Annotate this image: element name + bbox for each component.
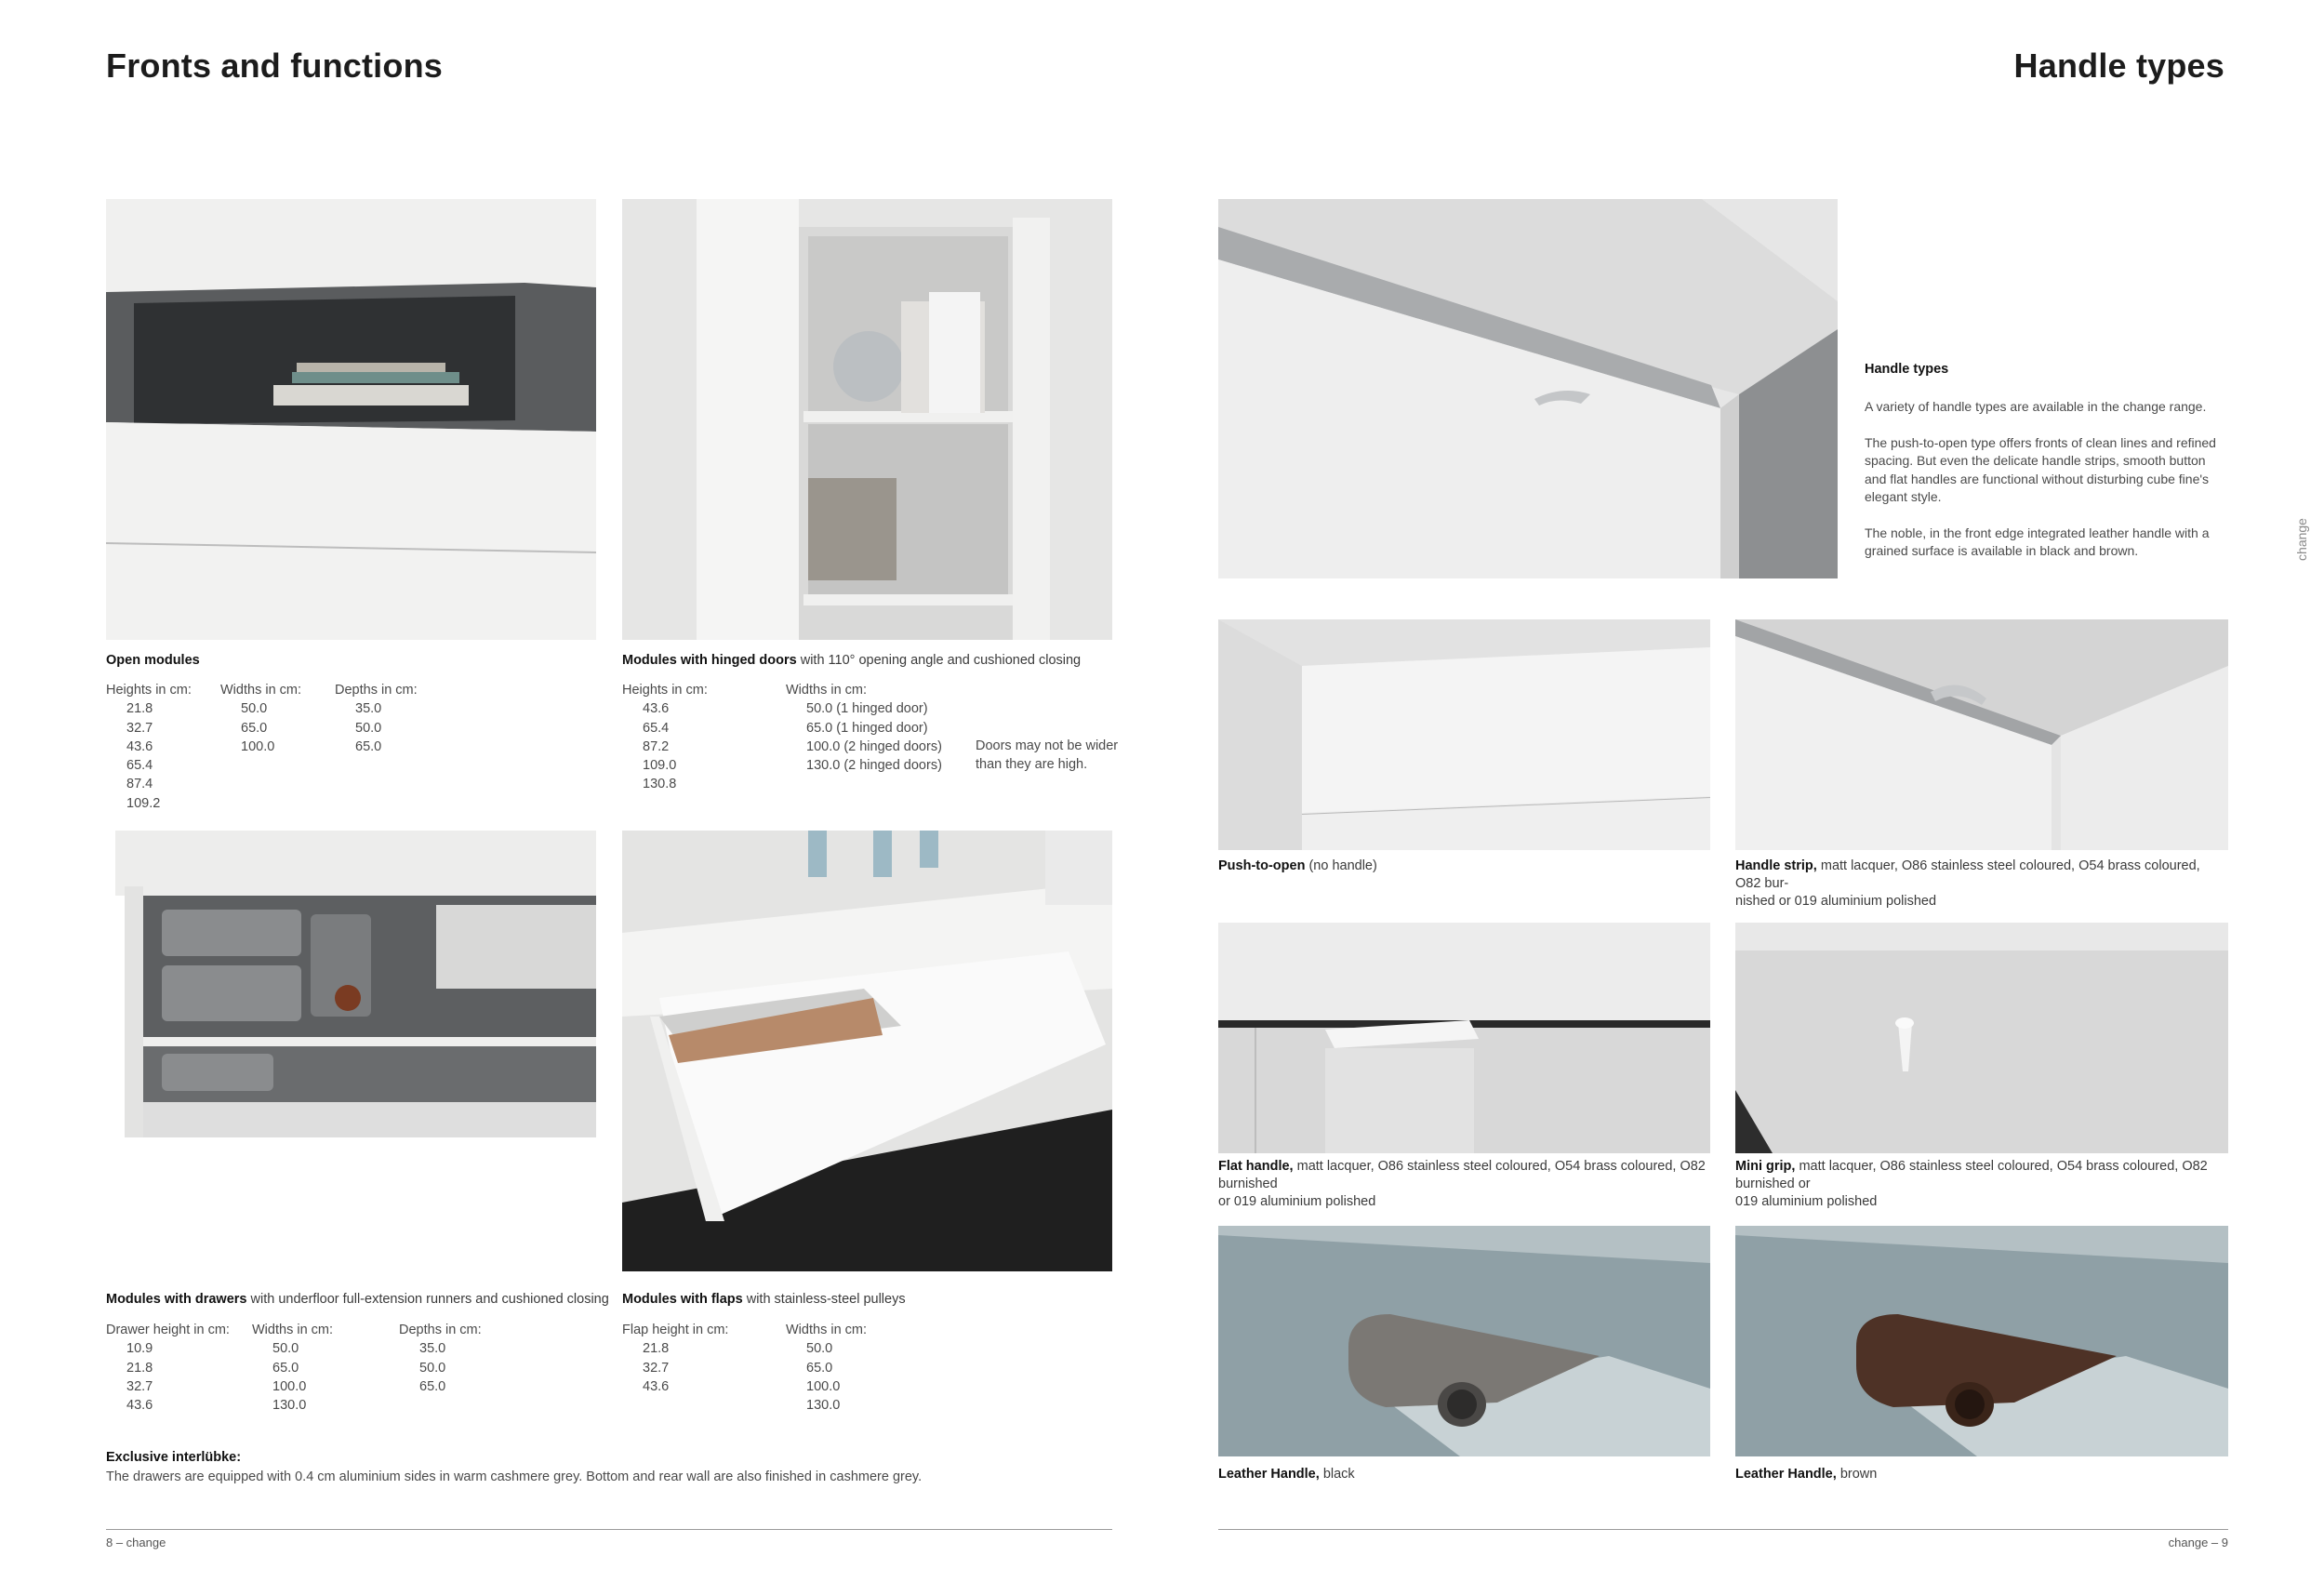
flaps-title: Modules with flaps: [622, 1292, 743, 1307]
handle-types-intro-title: [1865, 361, 1948, 379]
hinged-title: Modules with hinged doors: [622, 653, 797, 668]
intro-title-text: Handle types: [1865, 362, 1949, 377]
drawers-widths: [252, 1321, 333, 1415]
depth-value: 50.0: [355, 720, 382, 736]
caption-text: (no handle): [1308, 858, 1377, 873]
handle-strip-photo: [1735, 619, 2228, 850]
width-value: 130.0: [806, 1398, 841, 1414]
heights-label: Heights in cm:: [106, 683, 192, 698]
intro-paragraph: A variety of handle types are available in the change range.: [1865, 399, 2207, 414]
height-value: 43.6: [643, 701, 670, 717]
height-value: 87.2: [643, 738, 670, 754]
drawers-heights: [106, 1321, 230, 1415]
leather-black-caption: [1218, 1466, 1355, 1483]
widths-label: Widths in cm:: [786, 1323, 868, 1337]
caption-text: 019 aluminium polished: [1735, 1194, 1878, 1209]
flaps-subtitle: with stainless-steel pulleys: [746, 1292, 906, 1307]
height-value: 43.6: [643, 1378, 670, 1394]
caption-title: Mini grip,: [1735, 1159, 1796, 1174]
width-value: 100.0: [272, 1378, 307, 1394]
hinged-heights: [622, 681, 708, 794]
hinged-subtitle: with 110° opening angle and cushioned closing: [800, 653, 1082, 668]
width-value: 65.0: [241, 720, 268, 736]
caption-title: Handle strip,: [1735, 858, 1817, 873]
depth-value: 50.0: [419, 1360, 446, 1376]
height-value: 109.0: [643, 758, 677, 774]
width-value: 100.0: [241, 738, 275, 754]
caption-text: matt lacquer, O86 stainless steel coloured, O54 brass coloured, O82 burnished or: [1735, 1159, 2208, 1191]
hinged-widths: [786, 681, 942, 775]
caption-text: nished or 019 aluminium polished: [1735, 894, 1937, 909]
depths-label: Depths in cm:: [335, 683, 418, 698]
caption-text: matt lacquer, O86 stainless steel coloured, O54 brass coloured, O82 bur-: [1735, 858, 2200, 891]
left-page-number: 8 – change: [106, 1536, 166, 1549]
width-value: 50.0: [272, 1341, 299, 1357]
width-value: 100.0 (2 hinged doors): [806, 738, 942, 754]
intro-paragraph: The noble, in the front edge integrated leather handle with a grained surface is available in black and brown.: [1865, 525, 2210, 558]
height-value: 130.8: [643, 777, 677, 792]
flaps-widths: [786, 1321, 867, 1415]
width-value: 50.0: [241, 701, 268, 717]
heights-label: Heights in cm:: [622, 683, 708, 698]
depth-value: 35.0: [355, 701, 382, 717]
open-modules-caption: [106, 652, 200, 670]
left-footer-rule: [106, 1529, 1112, 1530]
handle-strip-caption: [1735, 858, 2228, 911]
flat-handle-photo: [1218, 923, 1710, 1153]
intro-paragraph: The push-to-open type offers fronts of clean lines and refined spacing. But even the delicate handle strips, smooth button and flat handles are functional without disturbing cube fine's elegant style.: [1865, 434, 2216, 504]
mini-grip-caption: [1735, 1158, 2238, 1211]
width-value: 50.0: [806, 1341, 833, 1357]
leather-brown-caption: [1735, 1466, 1877, 1483]
caption-title: Push-to-open: [1218, 858, 1306, 873]
drawers-title: Modules with drawers: [106, 1292, 247, 1307]
width-value: 65.0: [272, 1360, 299, 1376]
right-page-title: Handle types: [2013, 47, 2224, 85]
mini-grip-photo: [1735, 923, 2228, 1153]
side-section-label: change: [2293, 518, 2309, 561]
caption-text: black: [1322, 1467, 1355, 1482]
drawers-caption: [106, 1291, 609, 1309]
caption-text: or 019 aluminium polished: [1218, 1194, 1376, 1209]
widths-label: Widths in cm:: [786, 683, 868, 698]
caption-title: Flat handle,: [1218, 1159, 1294, 1174]
width-value: 100.0: [806, 1378, 841, 1394]
right-footer-rule: [1218, 1529, 2228, 1530]
open-modules-widths: [220, 681, 301, 756]
height-value: 21.8: [126, 701, 153, 717]
height-value: 21.8: [643, 1341, 670, 1357]
height-value: 65.4: [126, 758, 153, 774]
flaps-photo: [622, 831, 1112, 1271]
width-value: 50.0 (1 hinged door): [806, 701, 928, 717]
widths-label: Widths in cm:: [220, 683, 302, 698]
flat-handle-caption: [1218, 1158, 1720, 1211]
caption-text: brown: [1839, 1467, 1878, 1482]
push-to-open-photo: [1218, 619, 1710, 850]
flaps-caption: [622, 1291, 906, 1309]
exclusive-title-text: Exclusive interlübke:: [106, 1450, 242, 1465]
leather-handle-black-photo: [1218, 1226, 1710, 1456]
hinged-note: [976, 737, 1118, 775]
caption-title: Leather Handle,: [1218, 1467, 1320, 1482]
handle-types-intro: [1865, 398, 2229, 578]
height-value: 43.6: [126, 1398, 153, 1414]
width-value: 130.0: [272, 1398, 307, 1414]
push-to-open-caption: [1218, 858, 1710, 875]
height-value: 87.4: [126, 777, 153, 792]
drawers-depths: [399, 1321, 482, 1396]
exclusive-title: [106, 1449, 241, 1467]
hinged-caption: [622, 652, 1081, 670]
height-value: 43.6: [126, 738, 153, 754]
open-modules-depths: [335, 681, 418, 756]
depth-value: 35.0: [419, 1341, 446, 1357]
leather-handle-brown-photo: [1735, 1226, 2228, 1456]
open-modules-heights: [106, 681, 192, 813]
note-line: Doors may not be wider: [976, 738, 1119, 753]
height-value: 32.7: [126, 1378, 153, 1394]
handle-strip-hero-photo: [1218, 199, 1838, 578]
caption-title: Leather Handle,: [1735, 1467, 1837, 1482]
drawers-photo: [106, 831, 596, 1271]
height-value: 32.7: [643, 1360, 670, 1376]
caption-text: matt lacquer, O86 stainless steel coloured, O54 brass coloured, O82 burnished: [1218, 1159, 1706, 1191]
width-value: 65.0: [806, 1360, 833, 1376]
width-value: 65.0 (1 hinged door): [806, 720, 928, 736]
heights-label: Flap height in cm:: [622, 1323, 729, 1337]
heights-label: Drawer height in cm:: [106, 1323, 230, 1337]
drawers-subtitle: with underfloor full-extension runners and cushioned closing: [250, 1292, 609, 1307]
depths-label: Depths in cm:: [399, 1323, 482, 1337]
open-modules-title: Open modules: [106, 653, 200, 668]
height-value: 65.4: [643, 720, 670, 736]
flaps-heights: [622, 1321, 728, 1396]
height-value: 21.8: [126, 1360, 153, 1376]
open-modules-photo: [106, 199, 596, 640]
widths-label: Widths in cm:: [252, 1323, 334, 1337]
left-page-title: Fronts and functions: [106, 47, 443, 85]
depth-value: 65.0: [355, 738, 382, 754]
right-page-number: change – 9: [2168, 1536, 2228, 1549]
height-value: 10.9: [126, 1341, 153, 1357]
depth-value: 65.0: [419, 1378, 446, 1394]
height-value: 32.7: [126, 720, 153, 736]
height-value: 109.2: [126, 795, 161, 811]
hinged-doors-photo: [622, 199, 1112, 640]
exclusive-text: The drawers are equipped with 0.4 cm aluminium sides in warm cashmere grey. Bottom and rear wall are also finished in cashmere grey.: [106, 1469, 923, 1484]
width-value: 130.0 (2 hinged doors): [806, 758, 942, 774]
note-line: than they are high.: [976, 757, 1088, 773]
